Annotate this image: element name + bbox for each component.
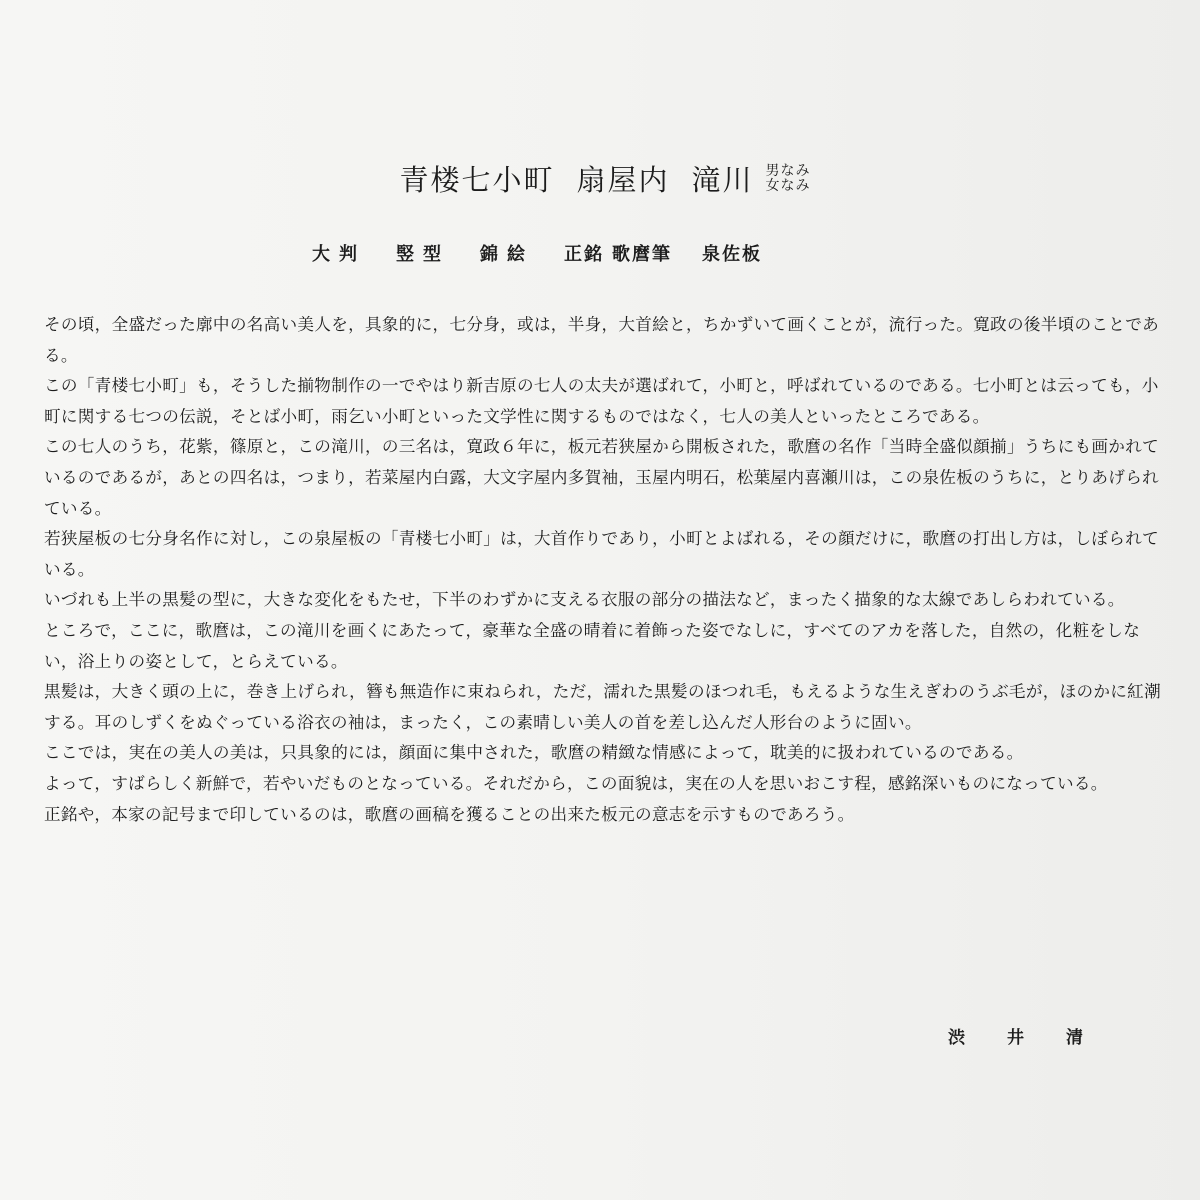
paragraph: この「青楼七小町」も，そうした揃物制作の一でやはり新吉原の七人の太夫が選ばれて，小町と，呼ばれているのである。七小町とは云っても，小町に関する七つの伝説，そとば小町，雨乞い小町といった文学性に関するものではなく，七人の美人といったところである。	[44, 376, 1159, 426]
paragraph: いづれも上半の黒髪の型に，大きな変化をもたせ，下半のわずかに支える衣服の部分の描法など，まったく描象的な太線であしらわれている。	[44, 590, 1125, 610]
signature-char: 渋	[948, 1028, 965, 1048]
spec-format: 竪型	[396, 244, 450, 265]
signature-char: 清	[1066, 1028, 1083, 1048]
paragraph: この七人のうち，花紫，篠原と，この滝川，の三名は，寛政６年に，板元若狭屋から開板された，歌麿の名作「当時全盛似顔揃」うちにも画かれているのであるが，あとの四名は，つまり，若菜屋内白露，大文字屋内多賀袖，玉屋内明石，松葉屋内喜瀬川は，この泉佐板のうちに，とりあげられている。	[44, 437, 1159, 518]
spec-publisher: 泉佐板	[702, 244, 762, 265]
title-series: 青楼七小町	[399, 163, 555, 197]
title-name: 滝川	[691, 163, 754, 197]
title-ruby-line-1: 男なみ	[765, 162, 811, 179]
paragraph: 正銘や，本家の記号まで印しているのは，歌麿の画稿を獲ることの出来た板元の意志を示すものであろう。	[44, 804, 855, 824]
paragraph: 黒髪は，大きく頭の上に，巻き上げられ，簪も無造作に束ねられ，ただ，濡れた黒髪のほつれ毛，もえるような生えぎわのうぶ毛が，ほのかに紅潮する。耳のしずくをぬぐっている浴衣の袖は，まったく，この素晴しい美人の首を差し込んだ人形台のように固い。	[44, 682, 1161, 732]
signature-char: 井	[1007, 1028, 1024, 1048]
author-signature	[948, 1023, 1083, 1048]
spec-signature-label: 正銘	[564, 244, 604, 265]
title-ruby-line-2: 女なみ	[765, 177, 811, 194]
print-specification	[312, 240, 762, 266]
paragraph: ここでは，実在の美人の美は，只具象的には，顔面に集中された，歌麿の精緻な情感によって，耽美的に扱われているのである。	[44, 743, 1024, 763]
essay-body	[44, 310, 1164, 830]
title-block	[0, 158, 1200, 199]
paragraph: その頃，全盛だった廓中の名高い美人を，具象的に，七分身，或は，半身，大首絵と，ちかずいて画くことが，流行った。寛政の後半頃のことである。	[44, 315, 1159, 365]
spec-artist: 歌麿筆	[612, 244, 672, 265]
spec-size: 大判	[312, 244, 366, 265]
spec-type: 錦絵	[480, 244, 534, 265]
title-ruby	[766, 164, 811, 194]
title-house: 扇屋内	[576, 163, 670, 197]
paragraph: ところで，ここに，歌麿は，この滝川を画くにあたって，豪華な全盛の晴着に着飾った姿でなしに，すべてのアカを落した，自然の，化粧をしない，浴上りの姿として，とらえている。	[44, 620, 1141, 671]
paragraph: よって，すばらしく新鮮で，若やいだものとなっている。それだから，この面貌は，実在の人を思いおこす程，感銘深いものになっている。	[44, 773, 1108, 793]
paragraph: 若狭屋板の七分身名作に対し，この泉屋板の「青楼七小町」は，大首作りであり，小町とよばれる，その顔だけに，歌麿の打出し方は，しぼられている。	[44, 529, 1159, 579]
page-title	[399, 158, 810, 199]
